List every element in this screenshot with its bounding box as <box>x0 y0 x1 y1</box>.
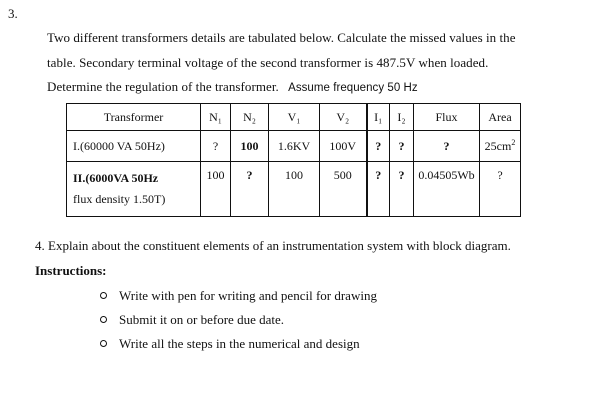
row2-transformer-line1: II.(6000VA 50Hz <box>73 171 159 185</box>
header-flux: Flux <box>414 104 480 131</box>
assume-frequency: Assume frequency 50 Hz <box>288 82 418 94</box>
instruction-text: Write with pen for writing and pencil for drawing <box>119 288 377 303</box>
problem-line-3-text: Determine the regulation of the transformer. <box>47 79 279 94</box>
row2-n2: ? <box>231 162 269 217</box>
header-i2: I₂ <box>390 104 414 131</box>
row2-v1: 100 <box>269 162 320 217</box>
row2-v2: 500 <box>320 162 367 217</box>
row1-area-value: 25cm <box>484 139 512 153</box>
bullet-circle-icon <box>100 292 107 299</box>
header-n2: N₂ <box>231 104 269 131</box>
transformer-table <box>66 103 521 217</box>
row2-transformer <box>67 162 201 217</box>
problem-line-1: Two different transformers details are tabulated below. Calculate the missed values in the <box>47 30 516 45</box>
bullet-circle-icon <box>100 316 107 323</box>
row2-flux: 0.04505Wb <box>414 162 480 217</box>
row1-v1: 1.6KV <box>269 131 320 162</box>
header-transformer: Transformer <box>67 104 201 131</box>
row1-i2: ? <box>390 131 414 162</box>
header-v2: V₂ <box>320 104 367 131</box>
table-row <box>67 131 521 162</box>
question-number: 3. <box>8 6 18 21</box>
row1-area <box>480 131 521 162</box>
problem-line-2: table. Secondary terminal voltage of the second transformer is 487.5V when loaded. <box>47 55 489 70</box>
list-item <box>100 288 377 304</box>
header-area: Area <box>480 104 521 131</box>
row2-i1: ? <box>367 162 390 217</box>
list-item <box>100 312 284 328</box>
row1-n2: 100 <box>231 131 269 162</box>
row2-i2: ? <box>390 162 414 217</box>
instruction-text: Write all the steps in the numerical and design <box>119 336 360 351</box>
row1-flux: ? <box>414 131 480 162</box>
table-row <box>67 162 521 217</box>
header-i1: I₁ <box>367 104 390 131</box>
row1-transformer: I.(60000 VA 50Hz) <box>67 131 201 162</box>
row2-area: ? <box>480 162 521 217</box>
problem-line-3 <box>47 79 418 95</box>
row1-n1: ? <box>201 131 231 162</box>
row1-v2: 100V <box>320 131 367 162</box>
row1-area-exponent: 2 <box>511 138 516 147</box>
row2-n1: 100 <box>201 162 231 217</box>
question-4: 4. Explain about the constituent elements of an instrumentation system with block diagram. <box>35 238 511 253</box>
instruction-text: Submit it on or before due date. <box>119 312 284 327</box>
header-n1: N₁ <box>201 104 231 131</box>
list-item <box>100 336 360 352</box>
row2-transformer-line2: flux density 1.50T) <box>73 192 166 206</box>
row1-i1: ? <box>367 131 390 162</box>
instructions-heading: Instructions: <box>35 263 107 278</box>
bullet-circle-icon <box>100 340 107 347</box>
header-v1: V₁ <box>269 104 320 131</box>
table-header-row <box>67 104 521 131</box>
